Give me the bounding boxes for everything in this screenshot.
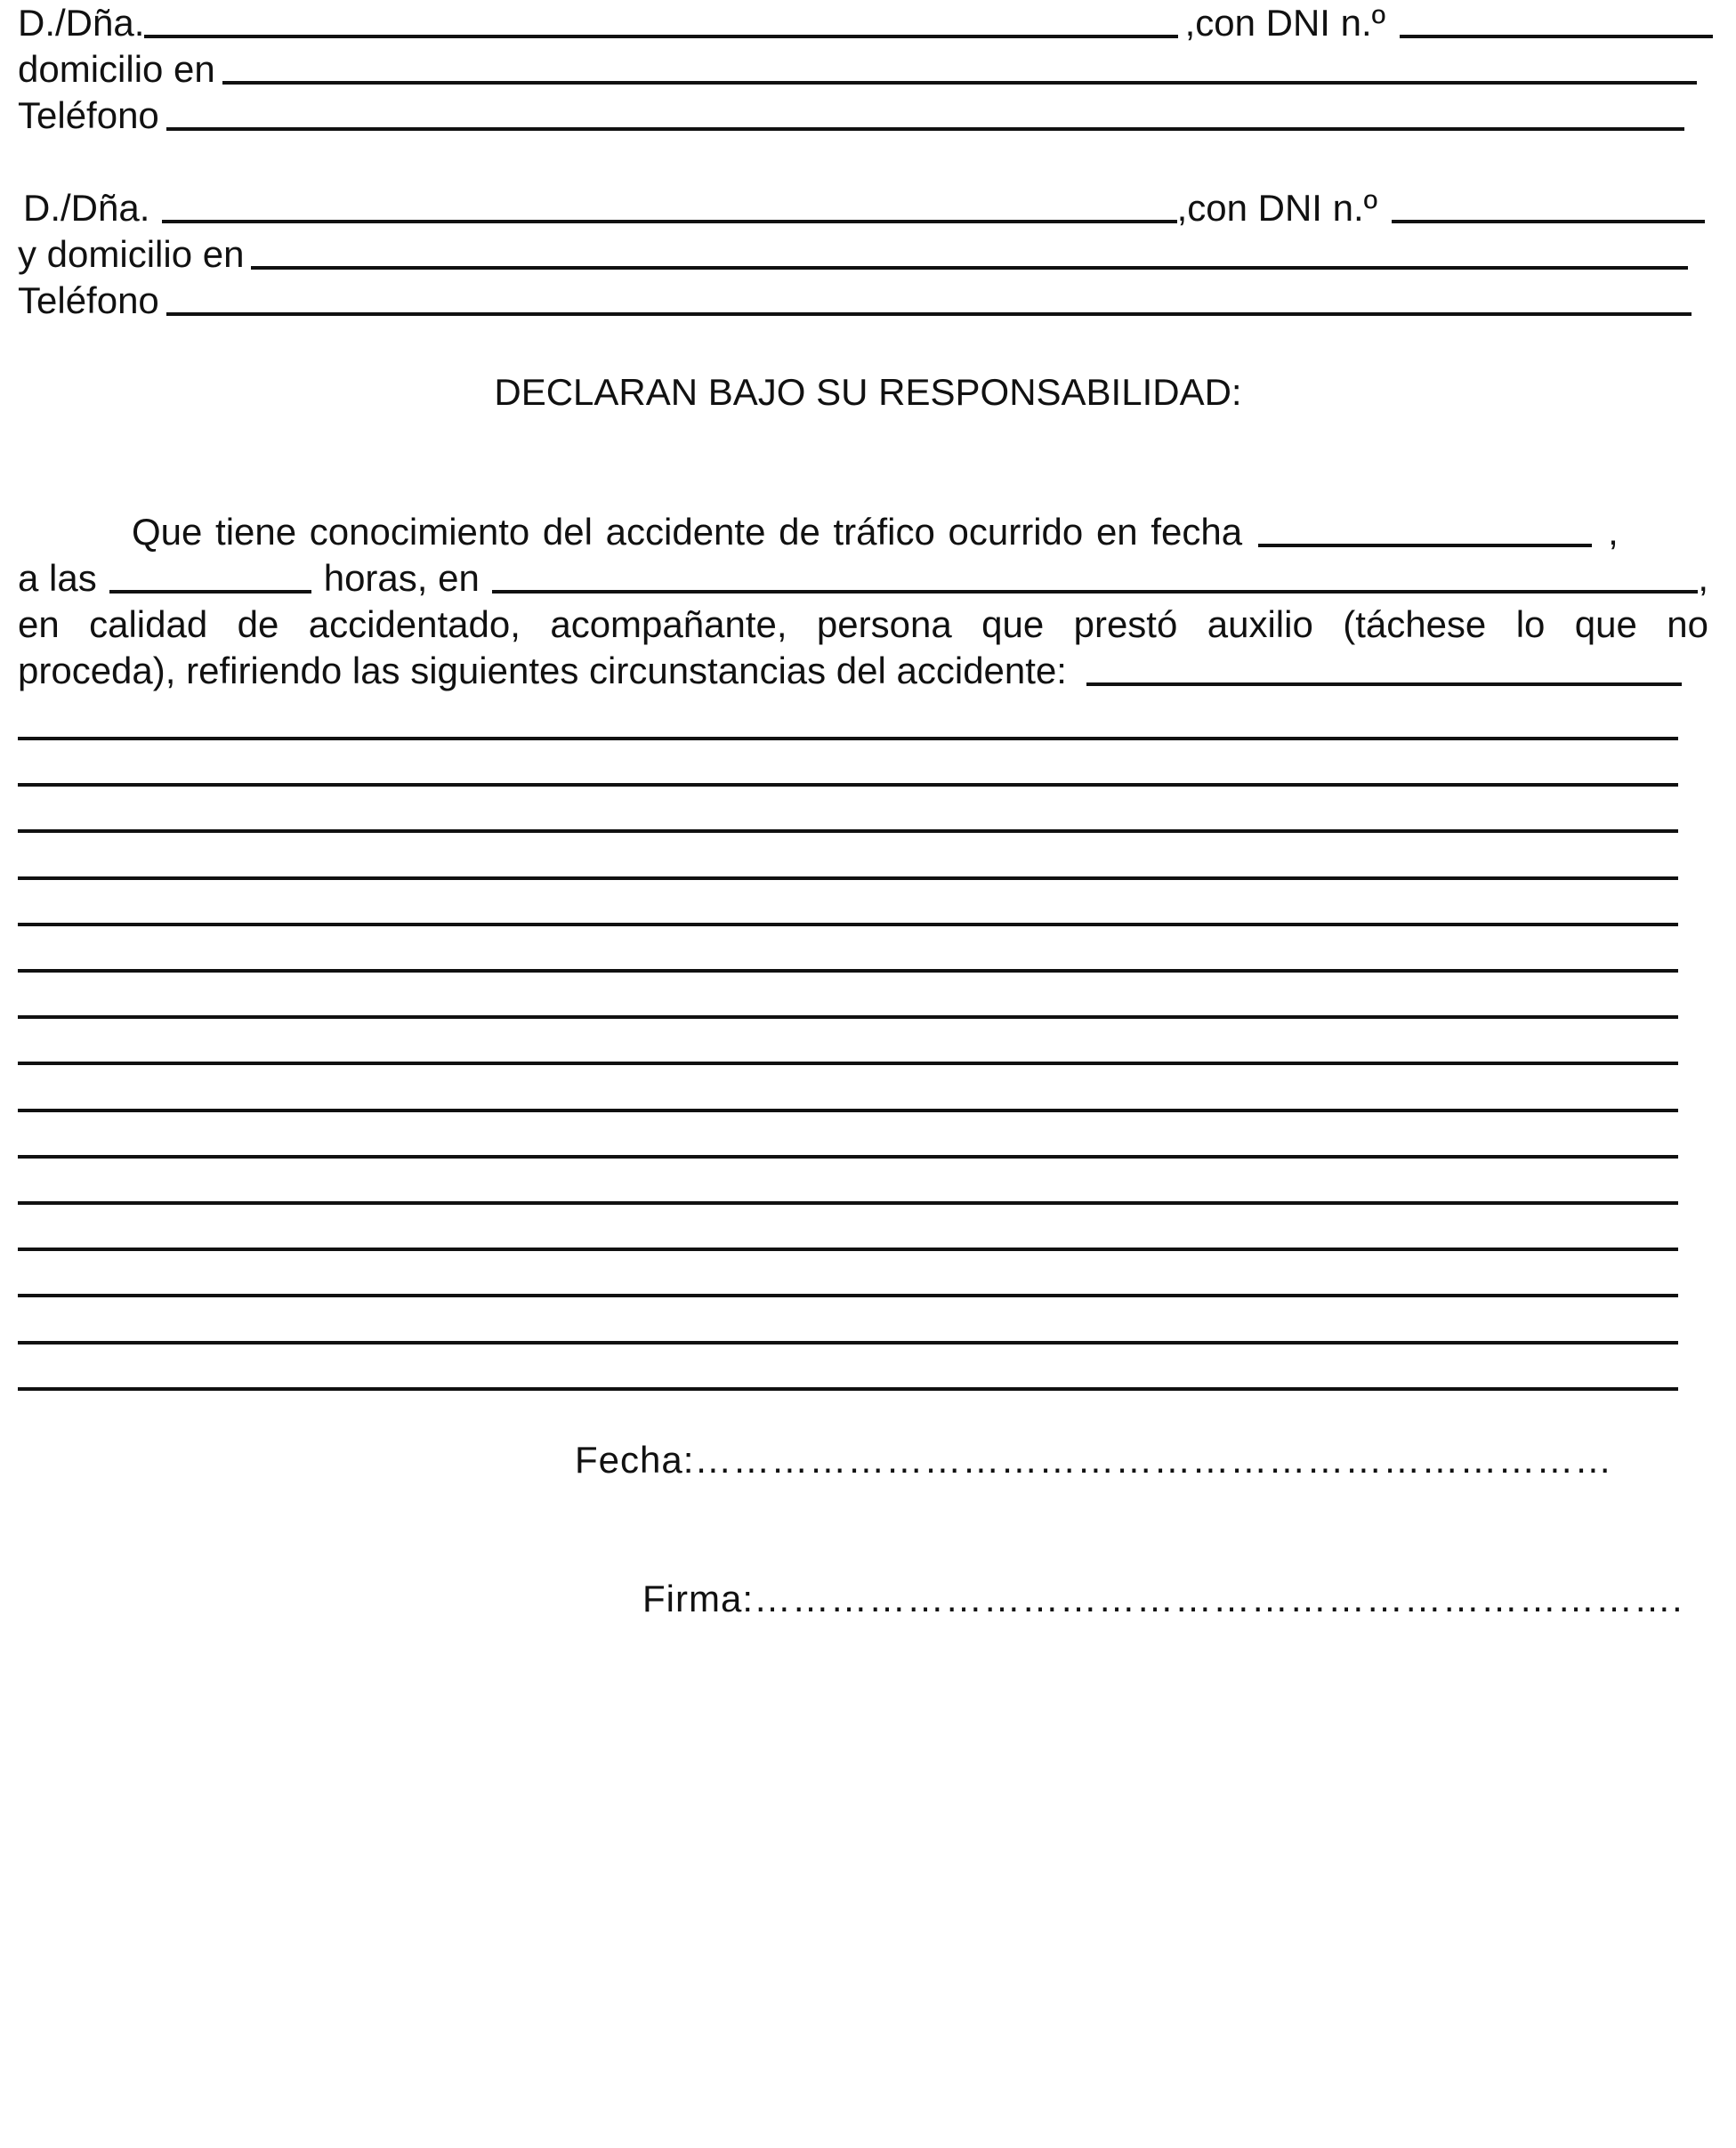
- date-line: [575, 1437, 1612, 1483]
- circumstances-line[interactable]: [18, 969, 1678, 973]
- circumstances-first-field[interactable]: [1086, 682, 1682, 686]
- person-1-name-label: D./Dña.: [18, 2, 145, 44]
- circumstances-line[interactable]: [18, 1248, 1678, 1251]
- person-2-phone-field[interactable]: [166, 312, 1692, 316]
- date-dotted-field[interactable]: ………………………………………………………………: [694, 1439, 1613, 1481]
- circumstances-line[interactable]: [18, 1015, 1678, 1019]
- person-2-address-label: y domicilio en: [18, 233, 245, 275]
- person-2-address-row: [18, 231, 1713, 278]
- signature-label: Firma:: [642, 1578, 754, 1619]
- person-1-phone-row: [18, 93, 1713, 139]
- circumstances-line[interactable]: [18, 1109, 1678, 1112]
- circumstances-line[interactable]: [18, 1341, 1678, 1345]
- person-1-address-label: domicilio en: [18, 48, 215, 90]
- circumstances-line[interactable]: [18, 876, 1678, 880]
- accident-date-field[interactable]: [1258, 544, 1592, 547]
- statement-line-1-text: Que tiene conocimiento del accidente de tráfico ocurrido en fecha: [132, 511, 1243, 553]
- person-2-dni-field[interactable]: [1392, 220, 1705, 223]
- person-2-name-row: [23, 185, 1714, 231]
- statement-line-4-text: proceda), refiriendo las siguientes circunstancias del accidente:: [18, 650, 1067, 691]
- statement-line-1-comma: ,: [1608, 511, 1619, 553]
- circumstances-line[interactable]: [18, 1201, 1678, 1205]
- person-1-dni-label: ,con DNI n.º: [1184, 2, 1385, 44]
- person-2-phone-row: [18, 278, 1713, 324]
- person-1-name-row: [18, 0, 1713, 46]
- statement-line-4: [18, 648, 1708, 694]
- circumstances-line[interactable]: [18, 1387, 1678, 1391]
- declaration-heading: DECLARAN BAJO SU RESPONSABILIDAD:: [494, 371, 1242, 413]
- statement-line-2-prefix: a las: [18, 557, 97, 599]
- statement-line-3: en calidad de accidentado, acompañante, persona que prestó auxilio (táchese lo que no: [18, 603, 1708, 645]
- person-2-name-field[interactable]: [162, 220, 1176, 223]
- circumstances-line[interactable]: [18, 1294, 1678, 1297]
- accident-place-field[interactable]: [492, 590, 1698, 594]
- circumstances-line[interactable]: [18, 1155, 1678, 1159]
- statement-line-2-mid: horas, en: [323, 557, 480, 599]
- person-2-name-label: D./Dña.: [23, 187, 150, 229]
- person-1-phone-field[interactable]: [166, 127, 1684, 131]
- accident-time-field[interactable]: [109, 590, 311, 594]
- statement-line-1: [18, 509, 1708, 555]
- statement-line-2-comma: ,: [1698, 557, 1708, 599]
- person-1-name-field[interactable]: [144, 35, 1177, 38]
- person-1-phone-label: Teléfono: [18, 94, 159, 136]
- person-2-address-field[interactable]: [251, 266, 1688, 270]
- person-1-address-row: [18, 46, 1713, 93]
- signature-dotted-field[interactable]: ……………………………………………………………….: [754, 1578, 1684, 1619]
- circumstances-line[interactable]: [18, 737, 1678, 740]
- person-1-dni-field[interactable]: [1400, 35, 1713, 38]
- person-1-address-field[interactable]: [222, 81, 1697, 85]
- person-2-dni-label: ,con DNI n.º: [1176, 187, 1377, 229]
- date-label: Fecha:: [575, 1439, 695, 1481]
- circumstances-line[interactable]: [18, 1062, 1678, 1065]
- statement-line-2: [18, 555, 1708, 602]
- circumstances-line[interactable]: [18, 923, 1678, 926]
- person-2-phone-label: Teléfono: [18, 279, 159, 321]
- circumstances-line[interactable]: [18, 783, 1678, 787]
- circumstances-line[interactable]: [18, 829, 1678, 833]
- signature-line: [642, 1576, 1684, 1622]
